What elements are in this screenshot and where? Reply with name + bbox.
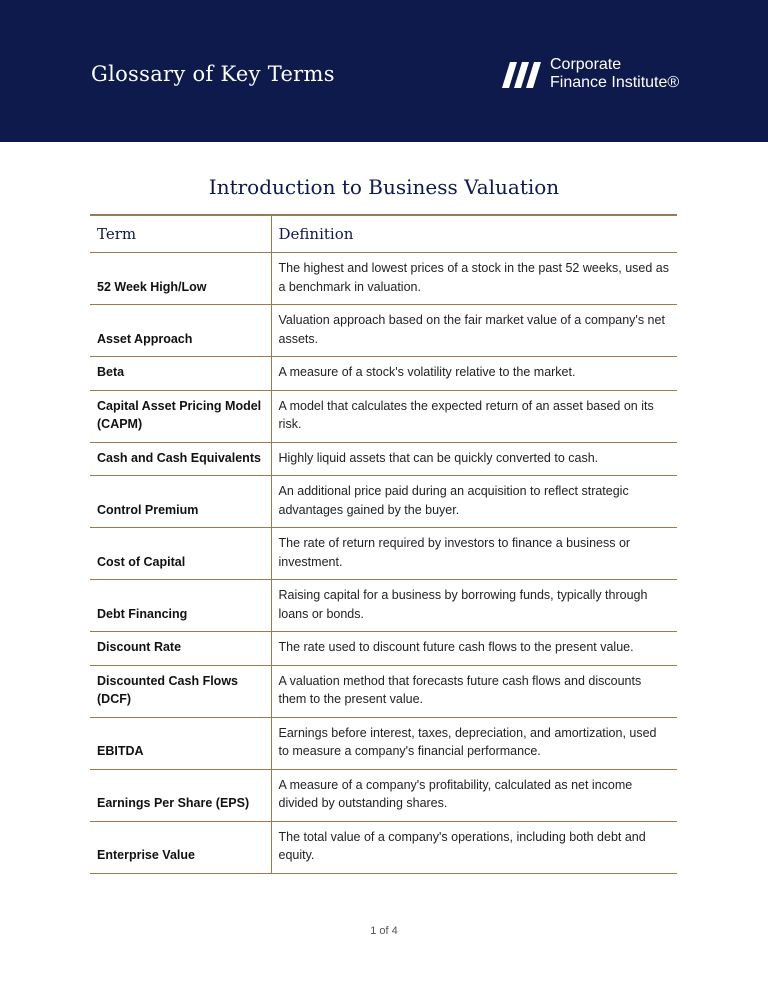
logo-line-1: Corporate [550,56,622,73]
column-header-definition: Definition [271,215,677,253]
term-cell: Debt Financing [90,580,271,632]
term-cell: Cash and Cash Equivalents [90,442,271,476]
definition-cell: A measure of a stock's volatility relative to the market. [271,357,677,391]
term-cell: Capital Asset Pricing Model (CAPM) [90,390,271,442]
table-row [90,357,677,391]
glossary-table [90,214,677,874]
table-row [90,390,677,442]
document-title: Introduction to Business Valuation [208,175,560,199]
definition-cell: A valuation method that forecasts future cash flows and discounts them to the present value. [271,665,677,717]
term-cell: Beta [90,357,271,391]
term-cell: Discounted Cash Flows (DCF) [90,665,271,717]
definition-cell: A measure of a company's profitability, calculated as net income divided by outstanding shares. [271,769,677,821]
table-row [90,665,677,717]
term-cell: 52 Week High/Low [90,253,271,305]
cfi-logo-text [550,56,679,92]
definition-cell: Earnings before interest, taxes, depreciation, and amortization, used to measure a company's financial performance. [271,717,677,769]
table-row [90,717,677,769]
cfi-logo [496,56,696,96]
table-row [90,632,677,666]
definition-cell: Raising capital for a business by borrowing funds, typically through loans or bonds. [271,580,677,632]
glossary-body [90,253,677,874]
term-cell: Enterprise Value [90,821,271,873]
table-row [90,580,677,632]
term-cell: Discount Rate [90,632,271,666]
term-cell: Asset Approach [90,305,271,357]
header-title: Glossary of Key Terms [91,62,335,86]
cfi-logo-mark-icon [496,58,544,90]
page-number: 1 of 4 [370,925,398,937]
term-cell: Earnings Per Share (EPS) [90,769,271,821]
table-header-row [90,215,677,253]
definition-cell: The rate of return required by investors to finance a business or investment. [271,528,677,580]
logo-line-2: Finance Institute® [550,74,680,91]
table-row [90,253,677,305]
definition-cell: The rate used to discount future cash flows to the present value. [271,632,677,666]
definition-cell: The highest and lowest prices of a stock in the past 52 weeks, used as a benchmark in valuation. [271,253,677,305]
definition-cell: Valuation approach based on the fair market value of a company's net assets. [271,305,677,357]
definition-cell: The total value of a company's operations, including both debt and equity. [271,821,677,873]
table-row [90,769,677,821]
table-row [90,528,677,580]
column-header-term: Term [90,215,271,253]
table-row [90,476,677,528]
definition-cell: Highly liquid assets that can be quickly converted to cash. [271,442,677,476]
term-cell: Cost of Capital [90,528,271,580]
definition-cell: An additional price paid during an acquisition to reflect strategic advantages gained by the buyer. [271,476,677,528]
definition-cell: A model that calculates the expected return of an asset based on its risk. [271,390,677,442]
term-cell: EBITDA [90,717,271,769]
term-cell: Control Premium [90,476,271,528]
page-header [0,0,768,142]
table-row [90,821,677,873]
table-row [90,305,677,357]
table-row [90,442,677,476]
